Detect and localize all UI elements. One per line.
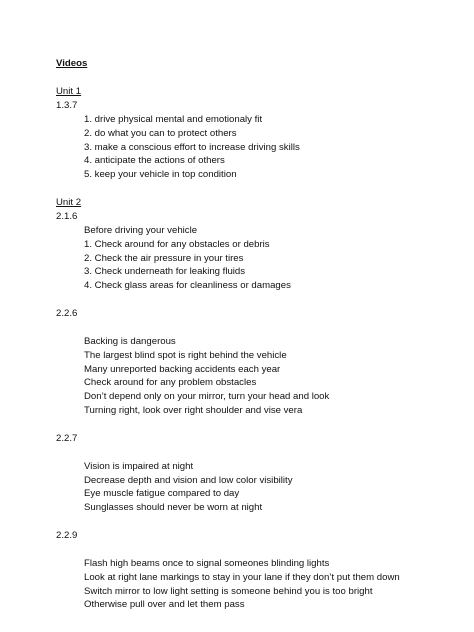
unit-1-label: Unit 1 bbox=[56, 86, 82, 97]
section-code: 2.2.6 bbox=[56, 307, 78, 319]
section-2-1-6 bbox=[56, 196, 466, 293]
list-item: 2. Check the air pressure in your tires bbox=[84, 252, 244, 264]
section-1-3-7 bbox=[56, 85, 466, 182]
section-2-2-7 bbox=[56, 432, 466, 515]
section-code: 1.3.7 bbox=[56, 100, 78, 111]
list-item: Don’t depend only on your mirror, turn your head and look bbox=[84, 391, 330, 403]
list-item: 4. Check glass areas for cleanliness or damages bbox=[84, 280, 291, 292]
spacer bbox=[56, 182, 466, 196]
list-item: 3. make a conscious effort to increase driving skills bbox=[84, 141, 300, 153]
list-item: Otherwise pull over and let them pass bbox=[84, 599, 245, 611]
section-code: 2.1.6 bbox=[56, 210, 78, 222]
list-item: 4. anticipate the actions of others bbox=[84, 155, 225, 167]
section-2-2-6 bbox=[56, 307, 466, 418]
list-item: Flash high beams once to signal someones blinding lights bbox=[84, 557, 330, 569]
document-page bbox=[56, 57, 466, 612]
unit-2-label: Unit 2 bbox=[56, 196, 82, 208]
section-code: 2.2.7 bbox=[56, 432, 78, 444]
list-item: Look at right lane markings to stay in your lane if they don’t put them down bbox=[84, 571, 400, 583]
list-item: Eye muscle fatigue compared to day bbox=[84, 488, 240, 500]
list-item: 5. keep your vehicle in top condition bbox=[84, 169, 237, 181]
list-item: Many unreported backing accidents each year bbox=[84, 363, 281, 375]
list-item: Before driving your vehicle bbox=[84, 224, 198, 236]
spacer bbox=[56, 321, 466, 335]
list-item: Switch mirror to low light setting is someone behind you is too bright bbox=[84, 585, 373, 597]
list-item: 1. Check around for any obstacles or debris bbox=[84, 238, 270, 250]
section-lines bbox=[56, 113, 466, 182]
list-item: 3. Check underneath for leaking fluids bbox=[84, 266, 246, 278]
list-item: 1. drive physical mental and emotionaly fit bbox=[84, 114, 263, 125]
spacer bbox=[56, 446, 466, 460]
list-item: Turning right, look over right shoulder and vise vera bbox=[84, 404, 303, 416]
section-lines bbox=[56, 460, 466, 515]
list-item: Check around for any problem obstacles bbox=[84, 377, 257, 389]
document-title: Videos bbox=[56, 58, 88, 69]
section-code: 2.2.9 bbox=[56, 529, 78, 541]
list-item: Sunglasses should never be worn at night bbox=[84, 502, 263, 514]
spacer bbox=[56, 418, 466, 432]
spacer bbox=[56, 293, 466, 307]
spacer bbox=[56, 515, 466, 529]
spacer bbox=[56, 543, 466, 557]
list-item: 2. do what you can to protect others bbox=[84, 127, 237, 139]
section-2-2-9 bbox=[56, 529, 466, 612]
list-item: Decrease depth and vision and low color visibility bbox=[84, 474, 293, 486]
section-lines bbox=[56, 335, 466, 418]
section-lines bbox=[56, 224, 466, 293]
spacer bbox=[56, 71, 466, 85]
list-item: Backing is dangerous bbox=[84, 335, 176, 347]
list-item: Vision is impaired at night bbox=[84, 460, 194, 472]
list-item: The largest blind spot is right behind the vehicle bbox=[84, 349, 287, 361]
section-lines bbox=[56, 557, 466, 612]
